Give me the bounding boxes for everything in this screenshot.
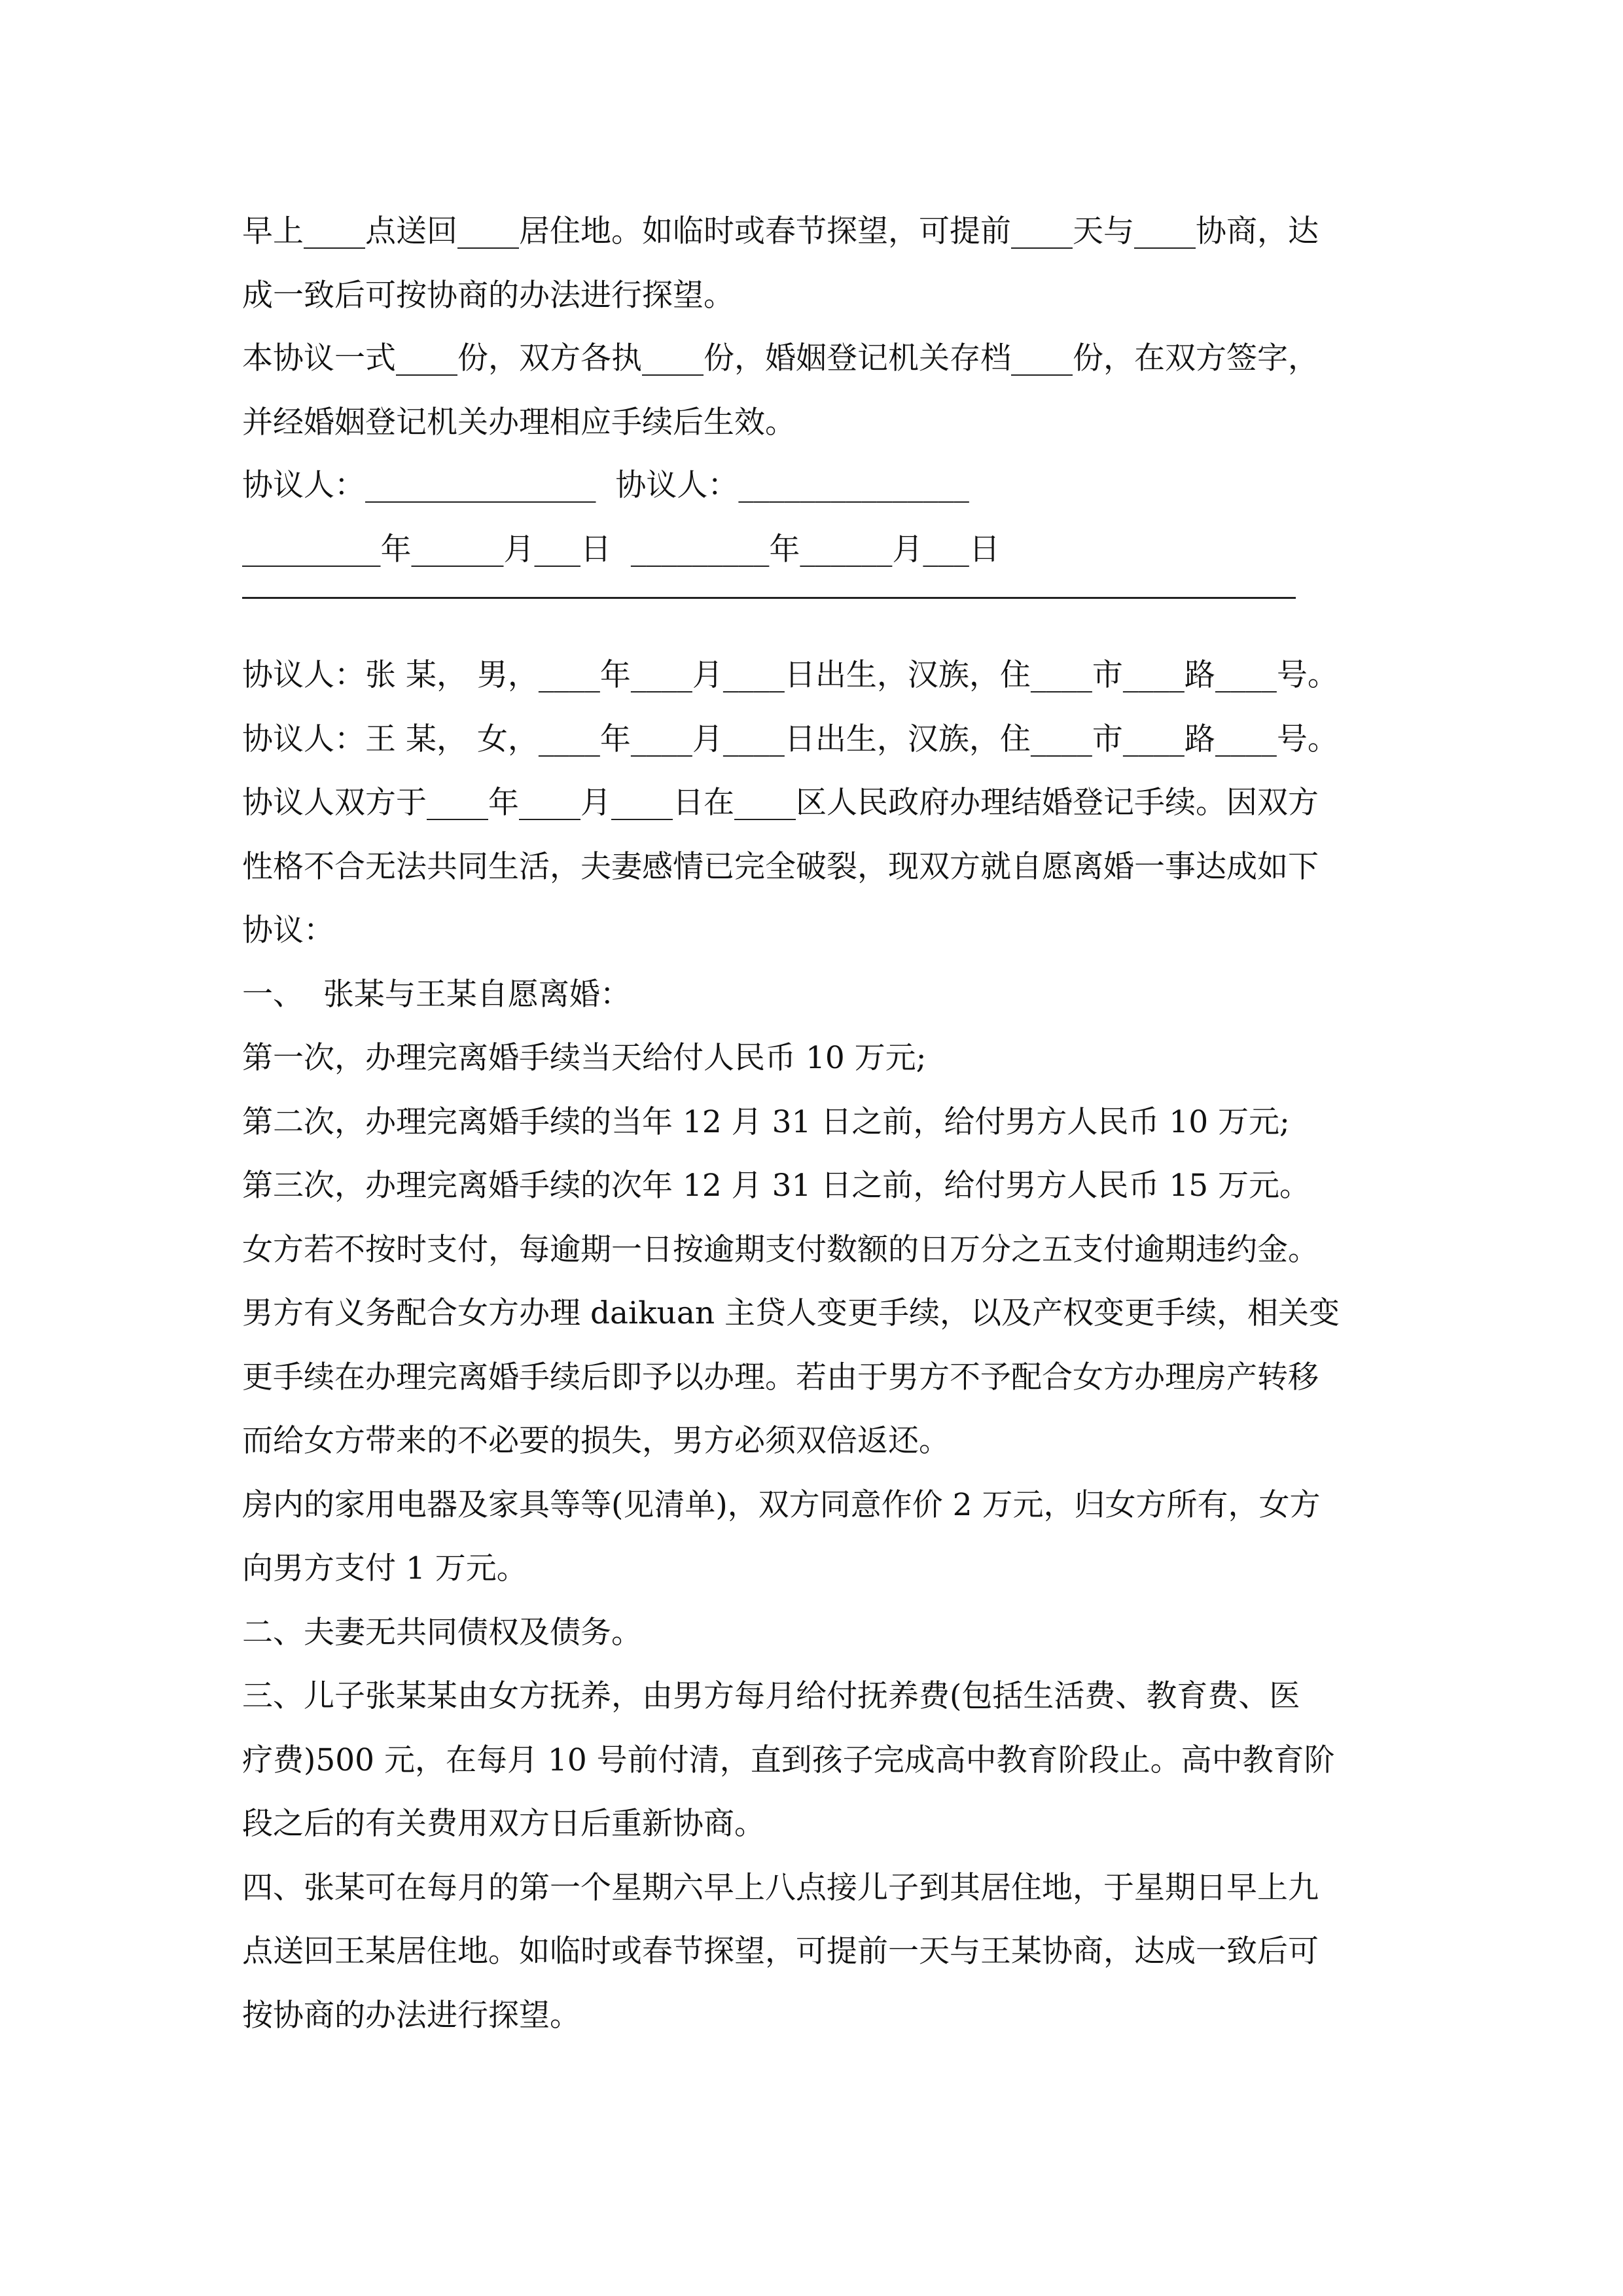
section-heading: 四、张某可在每月的第一个星期六早上八点接儿子到其居住地，于星期日早上九 [242, 1870, 1319, 1906]
party-line: 协议人：张 某， 男，____年____月____日出生，汉族，住____市____路____号。 [242, 657, 1338, 693]
text-line: 性格不合无法共同生活，夫妻感情已完全破裂，现双方就自愿离婚一事达成如下 [242, 849, 1319, 885]
text-line: 第二次，办理完离婚手续的当年 12 月 31 日之前，给付男方人民币 10 万元; [242, 1104, 1290, 1140]
text-line: 成一致后可按协商的办法进行探望。 [242, 278, 734, 314]
text-line: 点送回王某居住地。如临时或春节探望，可提前一天与王某协商，达成一致后可 [242, 1933, 1319, 1969]
text-line: 早上____点送回____居住地。如临时或春节探望，可提前____天与____协商，达 [242, 213, 1319, 249]
text-line: 段之后的有关费用双方日后重新协商。 [242, 1806, 765, 1842]
text-line: 而给女方带来的不必要的损失，男方必须双倍返还。 [242, 1423, 950, 1459]
party-line: 协议人：王 某， 女，____年____月____日出生，汉族，住____市____路____号。 [242, 721, 1338, 757]
text-line: 女方若不按时支付，每逾期一日按逾期支付数额的日万分之五支付逾期违约金。 [242, 1232, 1319, 1268]
section-heading: 三、儿子张某某由女方抚养，由男方每月给付抚养费(包括生活费、教育费、医 [242, 1678, 1300, 1714]
text-line: 疗费)500 元，在每月 10 号前付清，直到孩子完成高中教育阶段止。高中教育阶 [242, 1742, 1335, 1778]
text-line: 第一次，办理完离婚手续当天给付人民币 10 万元; [242, 1040, 927, 1076]
separator-rule [242, 597, 1296, 599]
text-line: 第三次，办理完离婚手续的次年 12 月 31 日之前，给付男方人民币 15 万元。 [242, 1168, 1311, 1204]
date-line: _________年______月___日 _________年______月___日 [242, 531, 1000, 567]
text-line: 协议人双方于____年____月____日在____区人民政府办理结婚登记手续。因双方 [242, 785, 1319, 821]
text-line: 协议： [242, 912, 334, 948]
text-line: 房内的家用电器及家具等等(见清单)，双方同意作价 2 万元，归女方所有，女方 [242, 1487, 1321, 1523]
text-line: 向男方支付 1 万元。 [242, 1551, 527, 1587]
section-heading: 二、夫妻无共同债权及债务。 [242, 1615, 642, 1651]
text-line: 并经婚姻登记机关办理相应手续后生效。 [242, 404, 796, 440]
signature-line: 协议人：_______________ 协议人：_______________ [242, 467, 969, 503]
section-heading: 一、 张某与王某自愿离婚： [242, 977, 631, 1013]
text-line: 更手续在办理完离婚手续后即予以办理。若由于男方不予配合女方办理房产转移 [242, 1359, 1319, 1395]
text-line: 按协商的办法进行探望。 [242, 1998, 580, 2034]
text-line: 本协议一式____份，双方各执____份，婚姻登记机关存档____份，在双方签字， [242, 340, 1319, 376]
text-line: 男方有义务配合女方办理 daikuan 主贷人变更手续，以及产权变更手续，相关变 [242, 1295, 1340, 1331]
